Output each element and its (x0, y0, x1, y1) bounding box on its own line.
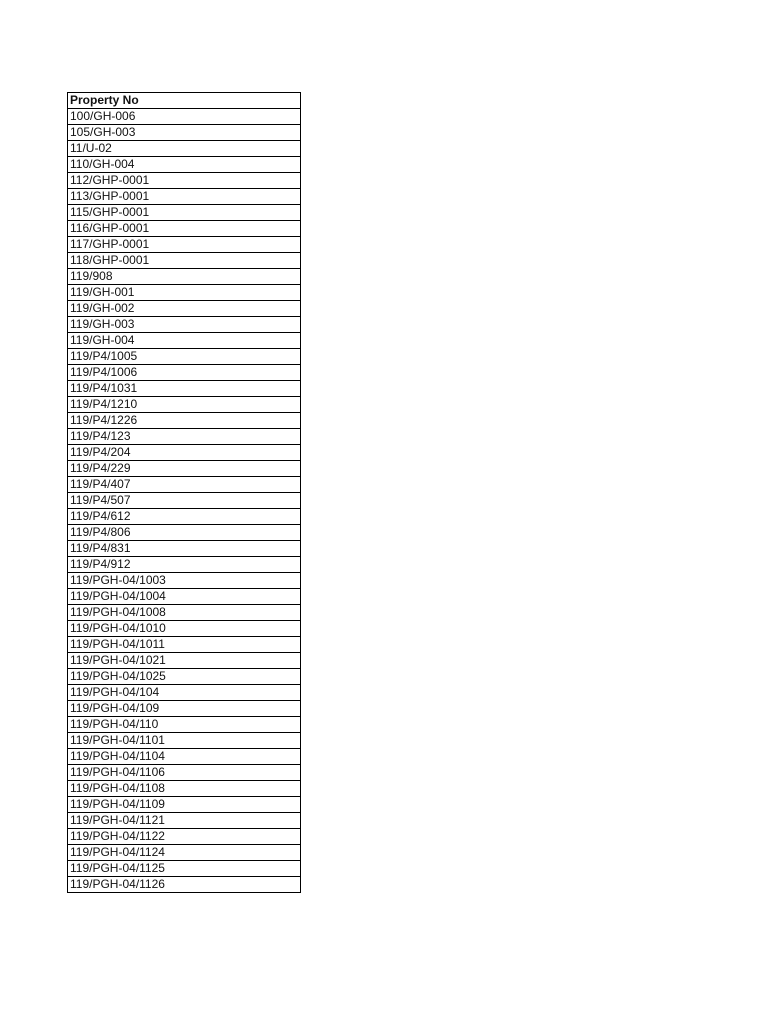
table-row (68, 621, 301, 637)
property-no-cell: 118/GHP-0001 (68, 253, 301, 269)
property-no-cell: 119/PGH-04/1104 (68, 749, 301, 765)
table-row (68, 845, 301, 861)
property-no-cell: 119/PGH-04/1124 (68, 845, 301, 861)
property-no-cell: 119/P4/507 (68, 493, 301, 509)
property-no-cell: 119/PGH-04/1010 (68, 621, 301, 637)
property-table-container (67, 92, 301, 893)
table-row (68, 157, 301, 173)
property-no-cell: 119/P4/1006 (68, 365, 301, 381)
table-header-row (68, 93, 301, 109)
table-row (68, 333, 301, 349)
table-row (68, 173, 301, 189)
property-no-cell: 119/PGH-04/1109 (68, 797, 301, 813)
table-row (68, 461, 301, 477)
table-row (68, 605, 301, 621)
property-no-cell: 119/PGH-04/1106 (68, 765, 301, 781)
property-no-cell: 119/P4/612 (68, 509, 301, 525)
table-row (68, 557, 301, 573)
table-row (68, 589, 301, 605)
column-header-property-no: Property No (68, 93, 301, 109)
table-row (68, 141, 301, 157)
property-no-cell: 119/P4/229 (68, 461, 301, 477)
property-no-cell: 112/GHP-0001 (68, 173, 301, 189)
property-no-cell: 119/P4/1210 (68, 397, 301, 413)
property-no-cell: 100/GH-006 (68, 109, 301, 125)
table-row (68, 781, 301, 797)
table-row (68, 109, 301, 125)
property-no-cell: 119/PGH-04/1011 (68, 637, 301, 653)
property-no-cell: 119/P4/831 (68, 541, 301, 557)
table-row (68, 797, 301, 813)
table-row (68, 413, 301, 429)
table-row (68, 541, 301, 557)
property-no-cell: 119/PGH-04/1126 (68, 877, 301, 893)
property-no-cell: 117/GHP-0001 (68, 237, 301, 253)
table-row (68, 301, 301, 317)
table-row (68, 829, 301, 845)
property-no-cell: 119/P4/123 (68, 429, 301, 445)
table-row (68, 365, 301, 381)
table-body (68, 109, 301, 893)
property-no-cell: 115/GHP-0001 (68, 205, 301, 221)
table-row (68, 189, 301, 205)
table-row (68, 717, 301, 733)
table-row (68, 749, 301, 765)
property-no-cell: 119/PGH-04/1122 (68, 829, 301, 845)
property-no-cell: 119/GH-004 (68, 333, 301, 349)
table-row (68, 253, 301, 269)
table-row (68, 637, 301, 653)
table-row (68, 429, 301, 445)
table-row (68, 477, 301, 493)
property-no-cell: 113/GHP-0001 (68, 189, 301, 205)
table-row (68, 205, 301, 221)
property-no-cell: 119/PGH-04/109 (68, 701, 301, 717)
property-no-cell: 119/GH-001 (68, 285, 301, 301)
property-no-cell: 119/P4/204 (68, 445, 301, 461)
property-no-cell: 119/P4/407 (68, 477, 301, 493)
table-row (68, 125, 301, 141)
table-row (68, 445, 301, 461)
table-row (68, 669, 301, 685)
property-no-cell: 11/U-02 (68, 141, 301, 157)
property-no-cell: 119/PGH-04/1003 (68, 573, 301, 589)
table-row (68, 317, 301, 333)
property-no-cell: 119/PGH-04/1125 (68, 861, 301, 877)
table-row (68, 685, 301, 701)
table-row (68, 525, 301, 541)
table-row (68, 877, 301, 893)
table-row (68, 813, 301, 829)
property-no-cell: 119/P4/806 (68, 525, 301, 541)
property-no-cell: 116/GHP-0001 (68, 221, 301, 237)
property-no-cell: 119/GH-002 (68, 301, 301, 317)
property-no-cell: 119/P4/1226 (68, 413, 301, 429)
property-no-cell: 119/PGH-04/1108 (68, 781, 301, 797)
table-row (68, 269, 301, 285)
table-row (68, 509, 301, 525)
property-no-cell: 119/PGH-04/110 (68, 717, 301, 733)
property-no-cell: 119/PGH-04/1008 (68, 605, 301, 621)
property-no-cell: 119/GH-003 (68, 317, 301, 333)
table-row (68, 285, 301, 301)
table-row (68, 237, 301, 253)
table-row (68, 381, 301, 397)
property-no-cell: 119/PGH-04/1021 (68, 653, 301, 669)
property-table (67, 92, 301, 893)
property-no-cell: 110/GH-004 (68, 157, 301, 173)
table-row (68, 573, 301, 589)
property-no-cell: 119/P4/1031 (68, 381, 301, 397)
property-no-cell: 119/PGH-04/1121 (68, 813, 301, 829)
table-row (68, 397, 301, 413)
table-row (68, 493, 301, 509)
table-row (68, 349, 301, 365)
table-row (68, 861, 301, 877)
property-no-cell: 119/P4/912 (68, 557, 301, 573)
table-row (68, 701, 301, 717)
property-no-cell: 119/P4/1005 (68, 349, 301, 365)
table-row (68, 653, 301, 669)
property-no-cell: 105/GH-003 (68, 125, 301, 141)
table-row (68, 221, 301, 237)
property-no-cell: 119/PGH-04/104 (68, 685, 301, 701)
table-row (68, 733, 301, 749)
property-no-cell: 119/908 (68, 269, 301, 285)
property-no-cell: 119/PGH-04/1004 (68, 589, 301, 605)
property-no-cell: 119/PGH-04/1025 (68, 669, 301, 685)
property-no-cell: 119/PGH-04/1101 (68, 733, 301, 749)
table-row (68, 765, 301, 781)
